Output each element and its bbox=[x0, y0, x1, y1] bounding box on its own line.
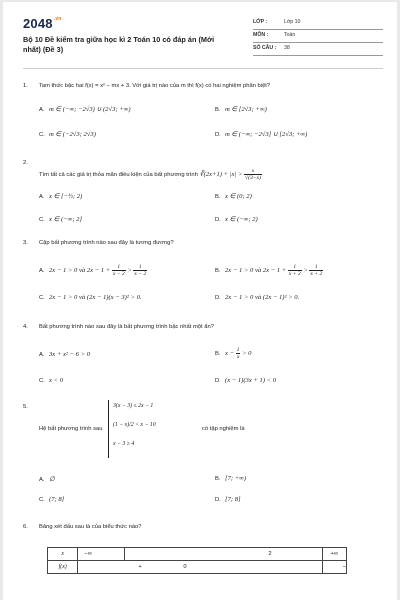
question-number: 6. bbox=[23, 524, 28, 530]
meta-label: MÔN : bbox=[253, 32, 269, 38]
option-d[interactable]: D. x ∈ (−∞; 2) bbox=[215, 216, 258, 223]
option-c[interactable]: C. x < 0 bbox=[39, 377, 63, 384]
table-cell: + 0 bbox=[78, 561, 322, 574]
option-d[interactable]: D. (x − 1)(3x + 1) < 0 bbox=[215, 377, 277, 384]
option-d[interactable]: D. m ∈ (−∞; −2√3] ∪ [2√3; +∞) bbox=[215, 131, 308, 138]
question-number: 2. bbox=[23, 160, 28, 166]
meta-label: LỚP : bbox=[253, 19, 268, 25]
header-divider bbox=[23, 68, 383, 69]
option-b[interactable]: B. x ∈ (0; 2) bbox=[215, 193, 252, 200]
option-b[interactable]: B. [7; +∞) bbox=[215, 475, 247, 482]
inequality-system: 3(x − 3) ≤ 2x − 1 (1 − x)/2 < x − 10 x − 3 ≥ 4 bbox=[108, 400, 189, 458]
meta-value: 38 bbox=[284, 45, 290, 51]
exam-meta bbox=[253, 17, 383, 56]
question-text: Hệ bất phương trình sau bbox=[39, 426, 103, 432]
table-cell: x bbox=[48, 548, 78, 561]
question-text: Tam thức bậc hai f(x) = x² − mx + 3. Với giá trị nào của m thì f(x) có hai nghiệm phân biệt? bbox=[39, 83, 271, 89]
option-a[interactable]: A. 2x − 1 > 0 và 2x − 1 + $\frac{1}{x - 2}$ > $\frac{1}{x - 2}$ bbox=[39, 264, 147, 277]
sign-table bbox=[47, 547, 347, 574]
table-cell: f(x) bbox=[48, 561, 78, 574]
question-text-tail: có tập nghiệm là bbox=[202, 426, 245, 432]
fraction: $\frac{x}{√(3-x)}$ bbox=[245, 168, 261, 181]
table-row bbox=[48, 561, 347, 574]
option-b[interactable]: B. 2x − 1 > 0 và 2x − 1 + $\frac{1}{x + 2}$ > $\frac{1}{x + 2}$ bbox=[215, 264, 323, 277]
option-a[interactable]: A. x ∈ [−½; 2) bbox=[39, 193, 83, 200]
option-c[interactable]: C. x ∈ (−∞; 2] bbox=[39, 216, 83, 223]
question-number: 3. bbox=[23, 240, 28, 246]
meta-row bbox=[253, 43, 383, 56]
table-row bbox=[48, 548, 347, 561]
option-b[interactable]: B. m ∈ [2√3; +∞) bbox=[215, 106, 267, 113]
question-number: 5. bbox=[23, 404, 28, 410]
site-logo[interactable] bbox=[23, 16, 62, 31]
question-text: Cặp bất phương trình nào sau đây là tương đương? bbox=[39, 240, 174, 246]
option-a[interactable]: A. 3x + x² − 6 > 0 bbox=[39, 351, 90, 358]
meta-value: Toán bbox=[284, 32, 296, 38]
meta-row bbox=[253, 17, 383, 30]
option-d[interactable]: D. 2x − 1 > 0 và (2x − 1)² > 0. bbox=[215, 294, 300, 301]
option-c[interactable]: C. (7; 8] bbox=[39, 496, 65, 503]
table-cell: +∞ bbox=[322, 548, 346, 561]
table-cell: − bbox=[322, 561, 346, 574]
exam-page bbox=[3, 2, 397, 600]
meta-value: Lớp 10 bbox=[284, 19, 301, 25]
question-text: Bảng xét dấu sau là của biểu thức nào? bbox=[39, 524, 142, 530]
option-d[interactable]: D. [7; 8] bbox=[215, 496, 241, 503]
question-text: Bất phương trình nào sau đây là bất phương trình bậc nhất một ẩn? bbox=[39, 324, 214, 330]
meta-row bbox=[253, 30, 383, 43]
table-cell: −∞ bbox=[78, 548, 124, 561]
option-b[interactable]: B. x − $\frac{1}{x}$ > 0 bbox=[215, 347, 252, 360]
option-a[interactable]: A. m ∈ (−∞; −2√3) ∪ (2√3; +∞) bbox=[39, 106, 131, 113]
option-a[interactable]: A. ∅ bbox=[39, 476, 55, 483]
question-number: 1. bbox=[23, 83, 28, 89]
option-c[interactable]: C. m ∈ (−2√3; 2√3) bbox=[39, 131, 96, 138]
logo-text: 2048 bbox=[23, 16, 53, 31]
question-text: Tìm tất cả các giá trị thỏa mãn điều kiện của bất phương trình ∛(2x+1) + |x| > $\frac{x}{√(3-x)}$ bbox=[39, 168, 261, 181]
meta-label: SỐ CÂU : bbox=[253, 45, 277, 51]
table-cell: 2 bbox=[124, 548, 322, 561]
question-number: 4. bbox=[23, 324, 28, 330]
logo-suffix: .vn bbox=[53, 16, 62, 22]
option-c[interactable]: C. 2x − 1 > 0 và (2x − 1)(x − 3)² > 0. bbox=[39, 294, 142, 301]
document-title: Bộ 10 Đề kiểm tra giữa học kì 2 Toán 10 có đáp án (Mới nhất) (Đề 3) bbox=[23, 35, 215, 54]
